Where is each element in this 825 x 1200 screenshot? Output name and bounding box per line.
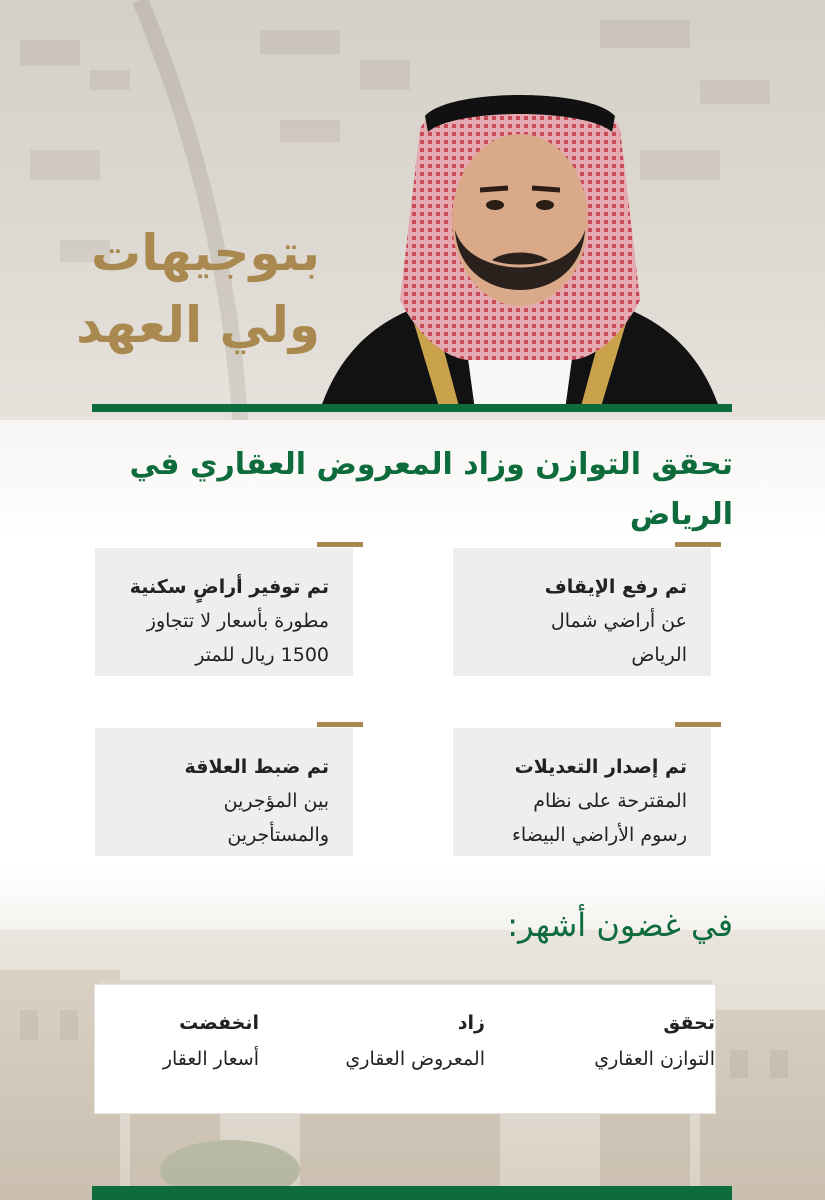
main-title: تحقق التوازن وزاد المعروض العقاري في الرياض — [129, 447, 733, 532]
stat-line: زاد — [457, 1012, 485, 1034]
green-divider-top — [92, 404, 732, 412]
sub-heading: في غضون أشهر: — [507, 906, 733, 944]
card-line: المقترحة على نظام — [533, 790, 687, 812]
card-tab — [675, 542, 721, 547]
card-tab — [675, 722, 721, 727]
crown-prince-portrait — [300, 60, 740, 410]
stat-supply — [345, 1005, 485, 1077]
card-line: عن أراضي شمال — [550, 610, 687, 632]
card-tab — [317, 722, 363, 727]
stat-balance — [594, 1005, 715, 1077]
headline-line-1: بتوجيهات — [90, 224, 320, 282]
card-line: والمستأجرين — [227, 824, 329, 846]
card-landlord-tenant — [95, 728, 353, 856]
card-line: 1500 ريال للمتر — [195, 644, 329, 666]
stat-line: انخفضت — [179, 1012, 259, 1034]
card-line: تم إصدار التعديلات — [514, 756, 687, 778]
card-line: الرياض — [631, 644, 687, 666]
card-line: مطورة بأسعار لا تتجاوز — [146, 610, 329, 632]
stat-line: التوازن العقاري — [594, 1048, 715, 1070]
stat-prices — [163, 1005, 259, 1077]
card-lifting-suspension — [453, 548, 711, 676]
card-line: تم ضبط العلاقة — [184, 756, 329, 778]
card-line: تم توفير أراضٍ سكنية — [129, 576, 329, 598]
headline-line-2: ولي العهد — [76, 296, 320, 354]
stat-line: أسعار العقار — [162, 1048, 259, 1070]
card-tab — [317, 542, 363, 547]
card-line: رسوم الأراضي البيضاء — [511, 824, 687, 846]
card-amendments — [453, 728, 711, 856]
green-divider-bottom — [92, 1186, 732, 1200]
stat-line: تحقق — [663, 1012, 715, 1034]
card-line: بين المؤجرين — [223, 790, 329, 812]
card-line: تم رفع الإيقاف — [544, 576, 687, 598]
stat-line: المعروض العقاري — [345, 1048, 485, 1070]
card-land-supply — [95, 548, 353, 676]
